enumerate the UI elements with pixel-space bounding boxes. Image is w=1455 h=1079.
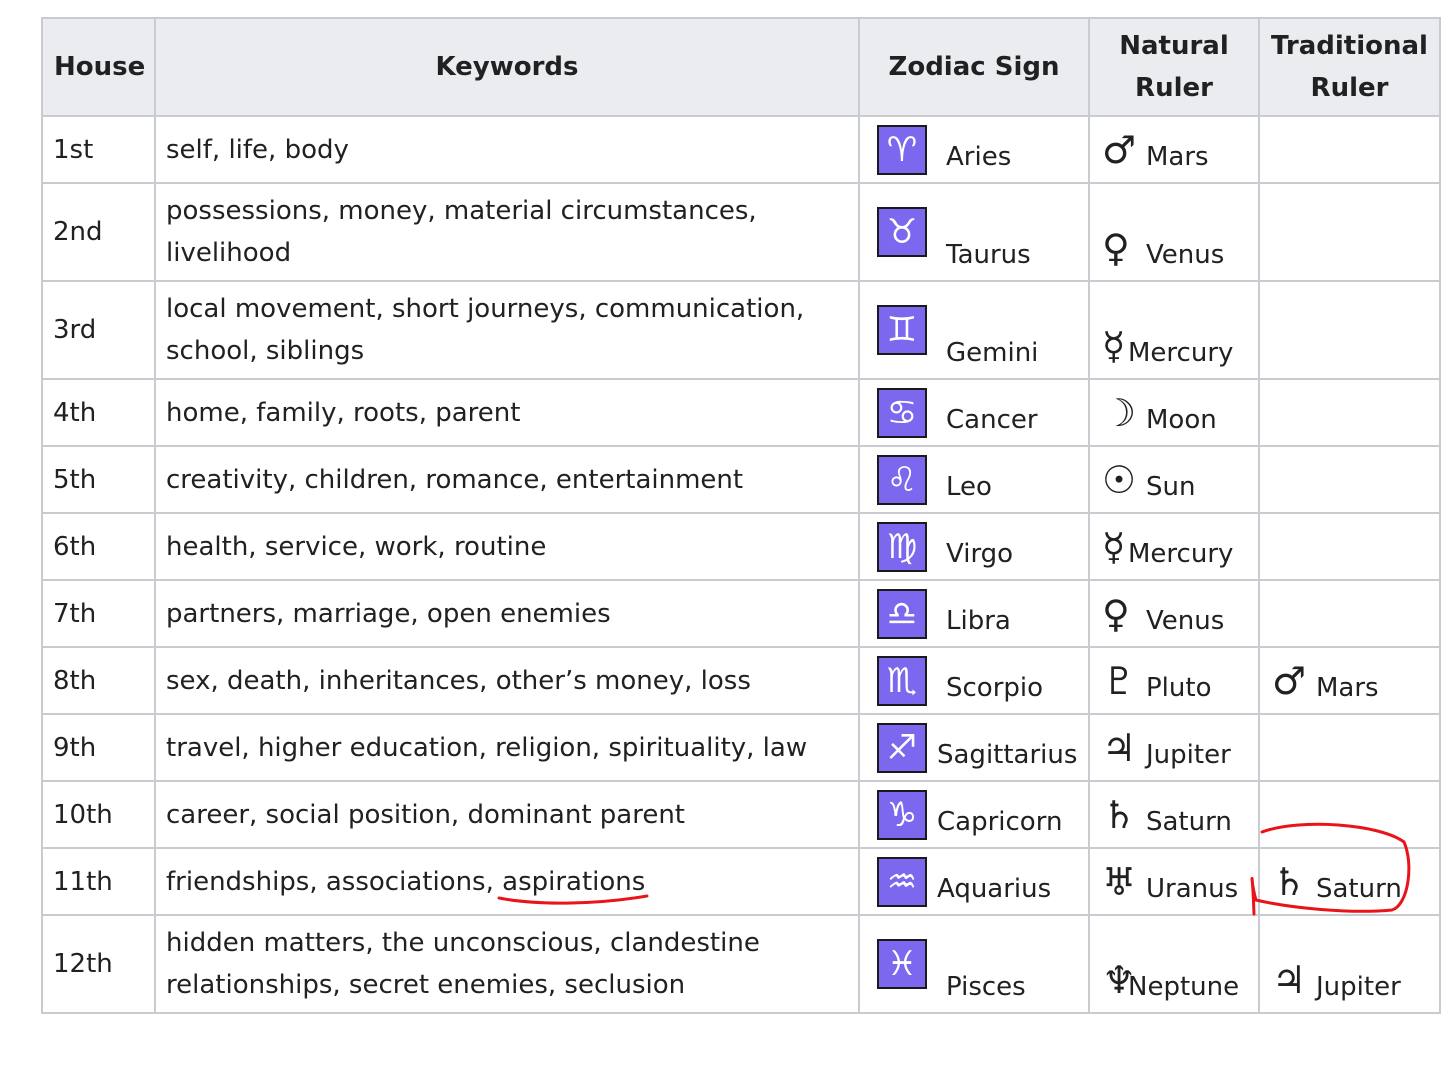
- zodiac-sign-icon: ♑: [877, 790, 927, 840]
- zodiac-sign-icon: ♊: [877, 305, 927, 355]
- zodiac-sign-name: Aquarius: [937, 874, 1052, 904]
- header-row: [42, 18, 1440, 116]
- planet-icon: ♇: [1102, 659, 1137, 703]
- traditional-ruler-cell: [1259, 116, 1440, 183]
- keywords-cell: [155, 915, 859, 1013]
- zodiac-cell: [859, 183, 1089, 281]
- zodiac-cell: [859, 116, 1089, 183]
- house-cell: 9th: [42, 714, 155, 781]
- zodiac-sign-name: Cancer: [946, 405, 1038, 435]
- zodiac-sign-icon: ♒: [877, 857, 927, 907]
- house-cell: 1st: [42, 116, 155, 183]
- table-row: [42, 379, 1440, 446]
- table-row: [42, 116, 1440, 183]
- zodiac-cell: [859, 379, 1089, 446]
- planet-icon: ☉: [1102, 458, 1137, 502]
- keywords-line1: home, family, roots, parent: [166, 397, 521, 428]
- traditional-ruler-name: Mars: [1316, 673, 1379, 703]
- traditional-ruler-name: Jupiter: [1316, 972, 1401, 1002]
- keywords-line1: travel, higher education, religion, spirituality, law: [166, 732, 808, 763]
- natural-ruler-cell: [1089, 848, 1259, 915]
- traditional-ruler-icon: ♂: [1272, 659, 1307, 703]
- keywords-line2: relationships, secret enemies, seclusion: [166, 970, 686, 1000]
- natural-ruler-cell: [1089, 781, 1259, 848]
- house-cell: 2nd: [42, 183, 155, 281]
- zodiac-sign-name: Gemini: [946, 338, 1039, 368]
- natural-ruler-name: Sun: [1146, 472, 1196, 502]
- table-row: [42, 513, 1440, 580]
- keywords-line1: career, social position, dominant parent: [166, 799, 685, 830]
- zodiac-cell: [859, 848, 1089, 915]
- zodiac-sign-icon: ♎: [877, 589, 927, 639]
- keywords-cell: [155, 513, 859, 580]
- house-cell: 6th: [42, 513, 155, 580]
- zodiac-sign-name: Leo: [946, 472, 992, 502]
- house-cell: 3rd: [42, 281, 155, 379]
- zodiac-sign-name: Virgo: [946, 539, 1014, 569]
- zodiac-cell: [859, 915, 1089, 1013]
- zodiac-sign-name: Pisces: [946, 972, 1026, 1002]
- zodiac-sign-icon: ♉: [877, 207, 927, 257]
- natural-ruler-name: Neptune: [1128, 972, 1240, 1002]
- natural-ruler-cell: [1089, 714, 1259, 781]
- keywords-cell: [155, 580, 859, 647]
- zodiac-cell: [859, 714, 1089, 781]
- keywords-line1: self, life, body: [166, 134, 349, 165]
- traditional-ruler-cell: [1259, 183, 1440, 281]
- astrology-houses-table: [41, 17, 1441, 1014]
- keywords-line1: sex, death, inheritances, other’s money, loss: [166, 665, 751, 696]
- natural-ruler-name: Moon: [1146, 405, 1217, 435]
- header-house: House: [42, 18, 155, 116]
- natural-ruler-name: Mars: [1146, 142, 1209, 172]
- keywords-line2: school, siblings: [166, 336, 365, 366]
- header-natural-line2: Ruler: [1135, 73, 1213, 103]
- planet-icon: ☿: [1102, 525, 1126, 569]
- zodiac-sign-icon: ♈: [877, 125, 927, 175]
- planet-icon: ♅: [1102, 860, 1137, 904]
- planet-icon: ☽: [1102, 391, 1137, 435]
- zodiac-sign-icon: ♓: [877, 939, 927, 989]
- keywords-cell: [155, 647, 859, 714]
- natural-ruler-cell: [1089, 183, 1259, 281]
- table-row: [42, 781, 1440, 848]
- keywords-line1: friendships, associations, aspirations: [166, 866, 646, 897]
- natural-ruler-name: Mercury: [1128, 539, 1234, 569]
- traditional-ruler-cell: [1259, 379, 1440, 446]
- planet-icon: ♀: [1102, 592, 1130, 636]
- table-row: [42, 183, 1440, 281]
- house-cell: 10th: [42, 781, 155, 848]
- table-row: [42, 915, 1440, 1013]
- keywords-line1: local movement, short journeys, communication,: [166, 294, 805, 324]
- natural-ruler-cell: [1089, 647, 1259, 714]
- zodiac-cell: [859, 446, 1089, 513]
- zodiac-sign-icon: ♐: [877, 723, 927, 773]
- table-row: [42, 446, 1440, 513]
- natural-ruler-name: Jupiter: [1146, 740, 1231, 770]
- zodiac-sign-name: Libra: [946, 606, 1011, 636]
- traditional-ruler-icon: ♃: [1272, 958, 1307, 1002]
- natural-ruler-name: Pluto: [1146, 673, 1212, 703]
- planet-icon: ♀: [1102, 226, 1130, 270]
- header-traditional-ruler: [1259, 18, 1440, 116]
- keywords-line1: partners, marriage, open enemies: [166, 598, 611, 629]
- natural-ruler-name: Uranus: [1146, 874, 1239, 904]
- house-cell: 11th: [42, 848, 155, 915]
- keywords-line1: possessions, money, material circumstances,: [166, 196, 757, 226]
- table-row: [42, 281, 1440, 379]
- table-row: [42, 714, 1440, 781]
- zodiac-sign-icon: ♌: [877, 455, 927, 505]
- header-traditional-line1: Traditional: [1271, 31, 1428, 61]
- planet-icon: ☿: [1102, 324, 1126, 368]
- natural-ruler-cell: [1089, 379, 1259, 446]
- traditional-ruler-cell: [1259, 580, 1440, 647]
- zodiac-sign-name: Capricorn: [937, 807, 1063, 837]
- planet-icon: ♃: [1102, 726, 1137, 770]
- keywords-cell: [155, 379, 859, 446]
- zodiac-sign-name: Scorpio: [946, 673, 1044, 703]
- zodiac-cell: [859, 513, 1089, 580]
- traditional-ruler-cell: [1259, 446, 1440, 513]
- traditional-ruler-name: Saturn: [1316, 874, 1402, 904]
- traditional-ruler-cell: [1259, 848, 1440, 915]
- house-cell: 8th: [42, 647, 155, 714]
- traditional-ruler-cell: [1259, 513, 1440, 580]
- zodiac-cell: [859, 781, 1089, 848]
- house-cell: 4th: [42, 379, 155, 446]
- keywords-line2: livelihood: [166, 238, 292, 268]
- planet-icon: ♂: [1102, 128, 1137, 172]
- keywords-cell: [155, 116, 859, 183]
- natural-ruler-cell: [1089, 513, 1259, 580]
- zodiac-sign-name: Taurus: [946, 240, 1031, 270]
- natural-ruler-name: Saturn: [1146, 807, 1232, 837]
- natural-ruler-name: Venus: [1146, 606, 1225, 636]
- natural-ruler-cell: [1089, 915, 1259, 1013]
- table-row: [42, 848, 1440, 915]
- house-cell: 7th: [42, 580, 155, 647]
- zodiac-sign-icon: ♏: [877, 656, 927, 706]
- house-cell: 12th: [42, 915, 155, 1013]
- keywords-line1: hidden matters, the unconscious, clandestine: [166, 928, 760, 958]
- table-row: [42, 647, 1440, 714]
- natural-ruler-cell: [1089, 281, 1259, 379]
- header-natural-ruler: [1089, 18, 1259, 116]
- traditional-ruler-cell: [1259, 915, 1440, 1013]
- header-traditional-line2: Ruler: [1310, 73, 1389, 103]
- zodiac-cell: [859, 281, 1089, 379]
- header-natural-line1: Natural: [1119, 31, 1229, 61]
- natural-ruler-cell: [1089, 446, 1259, 513]
- zodiac-sign-icon: ♋: [877, 388, 927, 438]
- traditional-ruler-cell: [1259, 781, 1440, 848]
- table-row: [42, 580, 1440, 647]
- natural-ruler-cell: [1089, 116, 1259, 183]
- zodiac-sign-icon: ♍: [877, 522, 927, 572]
- keywords-cell: [155, 781, 859, 848]
- keywords-cell: [155, 183, 859, 281]
- zodiac-sign-name: Sagittarius: [937, 740, 1078, 770]
- natural-ruler-cell: [1089, 580, 1259, 647]
- keywords-line1: health, service, work, routine: [166, 531, 547, 562]
- natural-ruler-name: Venus: [1146, 240, 1225, 270]
- traditional-ruler-cell: [1259, 647, 1440, 714]
- traditional-ruler-cell: [1259, 714, 1440, 781]
- header-keywords: Keywords: [155, 18, 859, 116]
- keywords-cell: [155, 714, 859, 781]
- natural-ruler-name: Mercury: [1128, 338, 1234, 368]
- keywords-cell: [155, 848, 859, 915]
- planet-icon: ♆: [1102, 958, 1137, 1002]
- keywords-line1: creativity, children, romance, entertainment: [166, 464, 744, 495]
- traditional-ruler-cell: [1259, 281, 1440, 379]
- keywords-cell: [155, 281, 859, 379]
- keywords-cell: [155, 446, 859, 513]
- traditional-ruler-icon: ♄: [1272, 860, 1307, 904]
- planet-icon: ♄: [1102, 793, 1137, 837]
- zodiac-cell: [859, 580, 1089, 647]
- house-cell: 5th: [42, 446, 155, 513]
- header-zodiac-sign: Zodiac Sign: [859, 18, 1089, 116]
- zodiac-sign-name: Aries: [946, 142, 1012, 172]
- zodiac-cell: [859, 647, 1089, 714]
